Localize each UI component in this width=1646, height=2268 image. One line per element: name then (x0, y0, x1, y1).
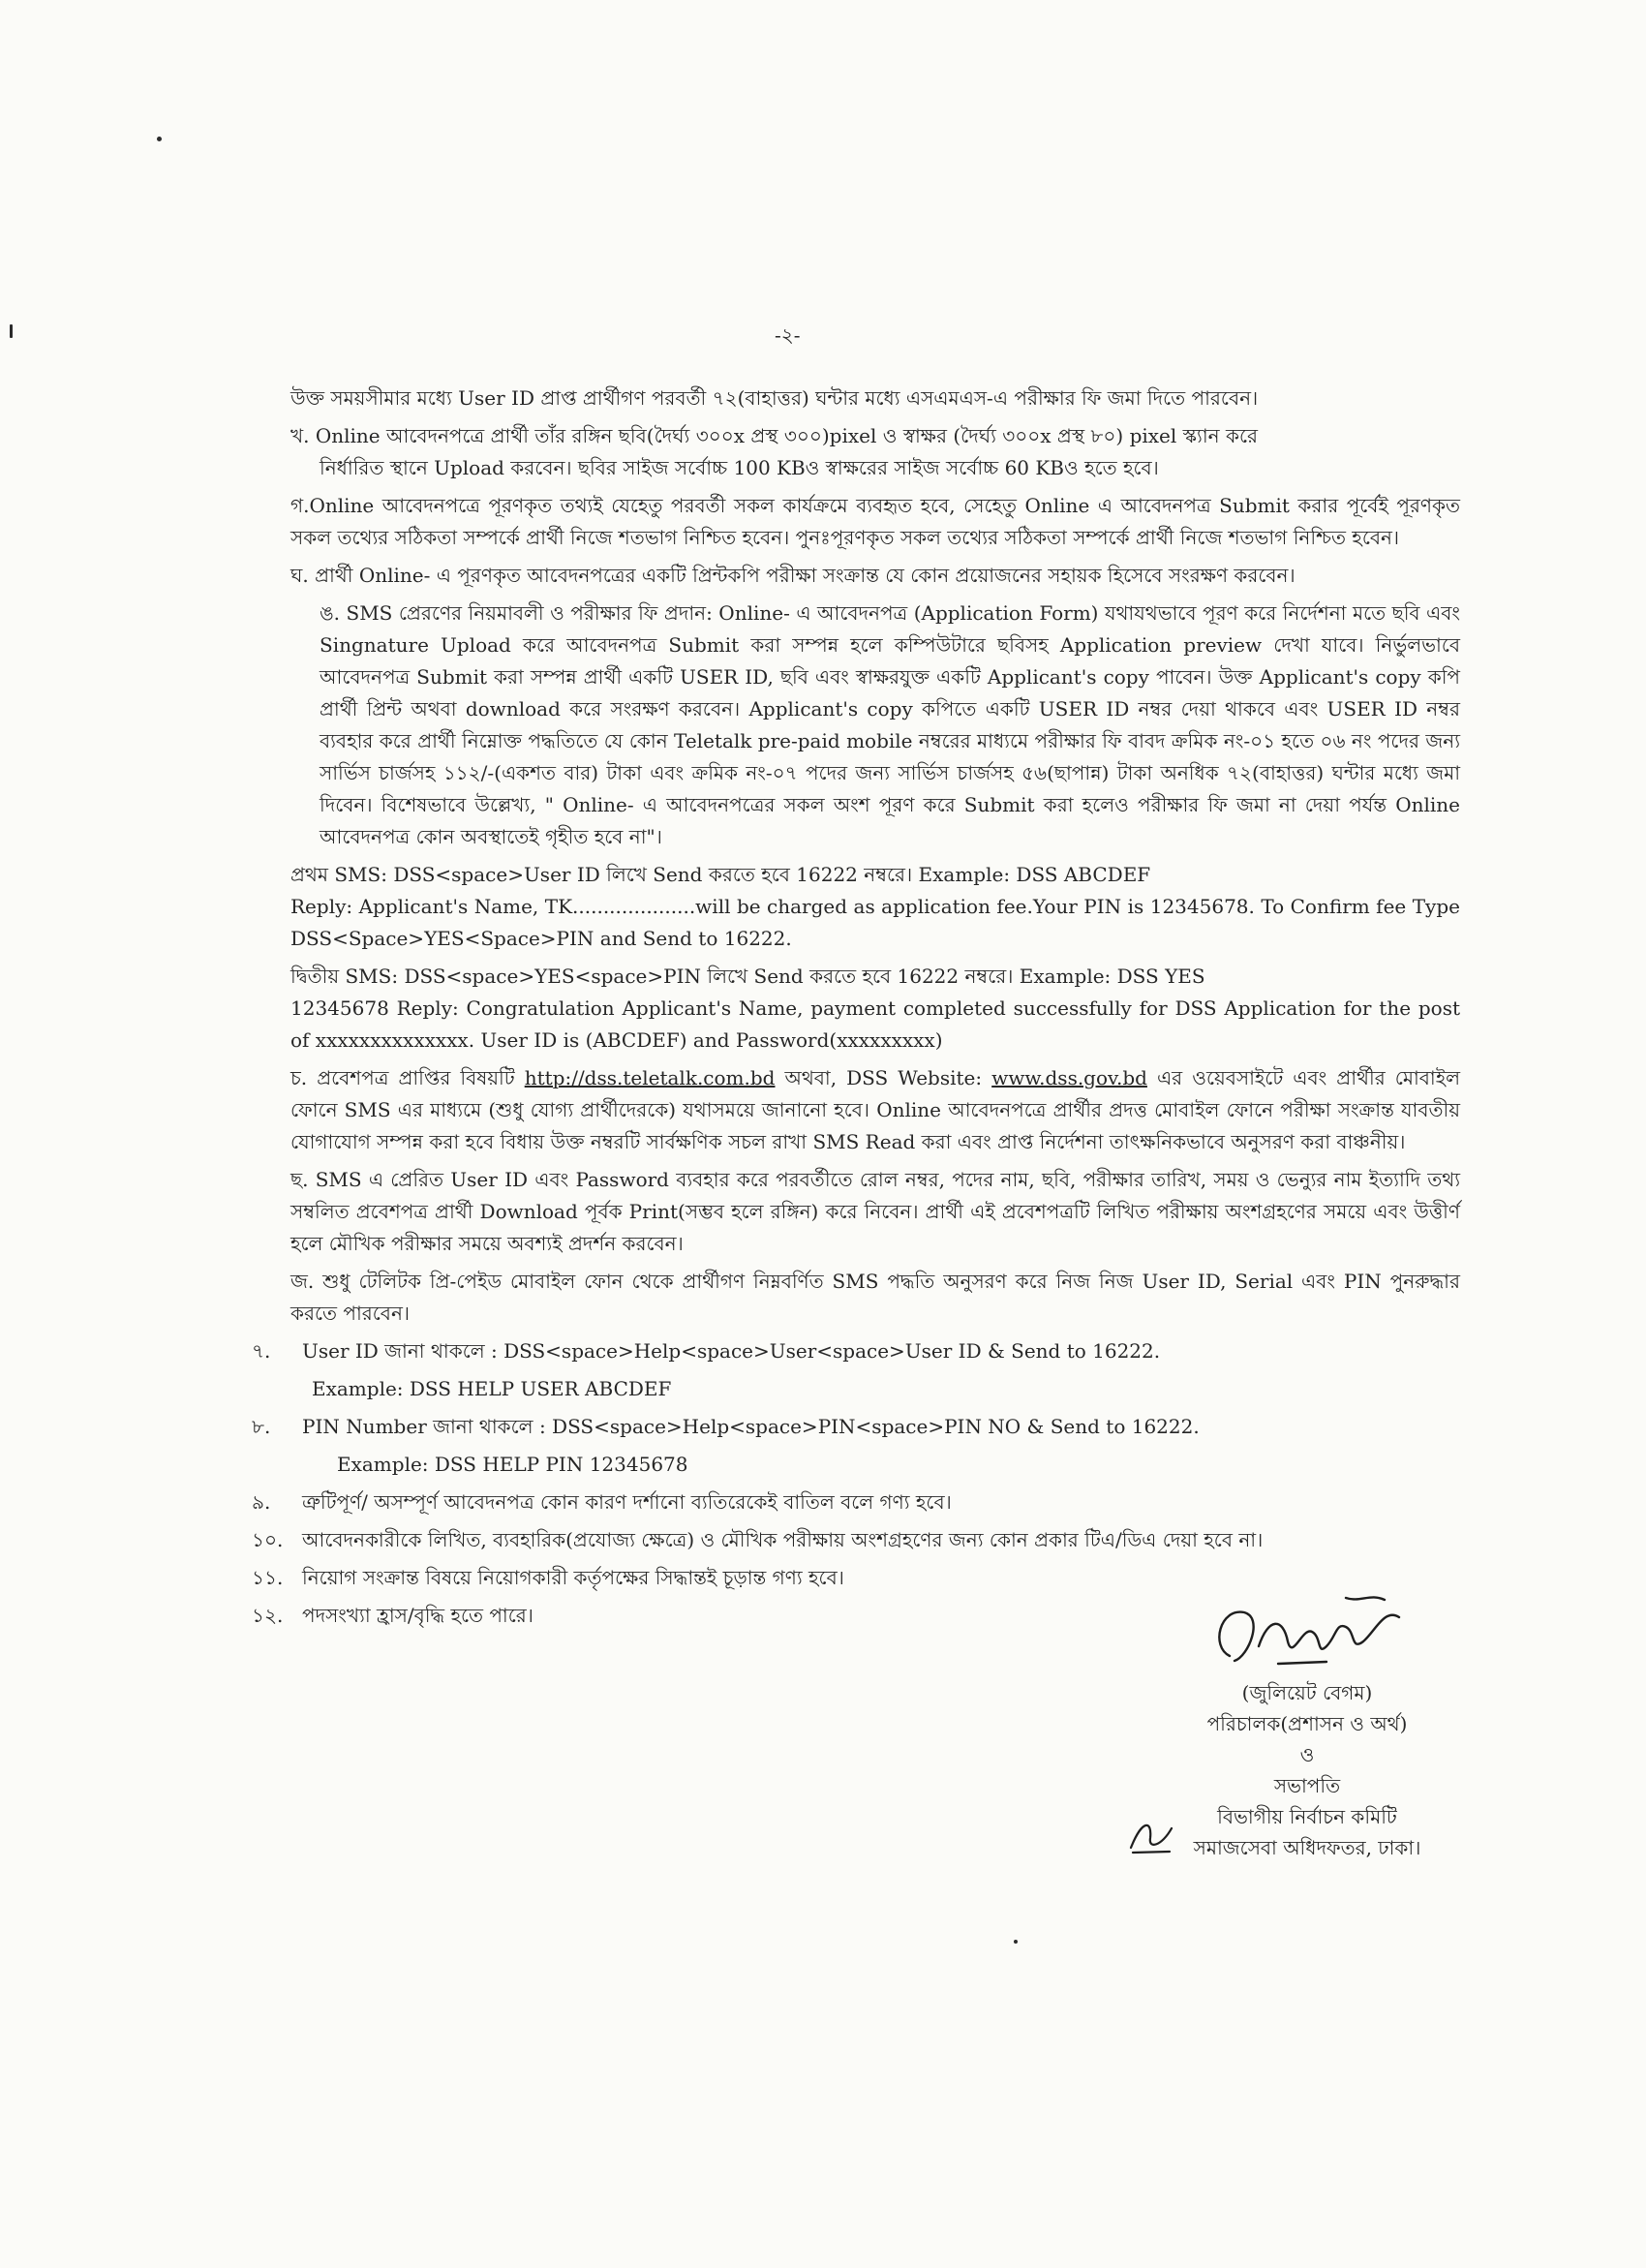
clause-kha: খ. Online আবেদনপত্রে প্রার্থী তাঁর রঙ্গিন ছবি(দৈর্ঘ্য ৩০০x প্রস্থ ৩০০)pixel ও স্বাক্ষর (দৈর্ঘ্য ৩০০x প্রস্থ ৮০) pixel স্ক্যান করে (290, 424, 1258, 447)
clause-kha-continued: নির্ধারিত স্থানে Upload করবেন। ছবির সাইজ সর্বোচ্চ 100 KBও স্বাক্ষরের সাইজ সর্বোচ্চ 60 KBও হতে হবে। (320, 456, 1159, 479)
list-example: Example: DSS HELP USER ABCDEF (312, 1377, 672, 1400)
scan-speck (157, 137, 162, 141)
teletalk-link[interactable]: http://dss.teletalk.com.bd (524, 1066, 776, 1089)
clause-umo: ঙ. SMS প্রেরণের নিয়মাবলী ও পরীক্ষার ফি প্রদান: Online- এ আবেদনপত্র (Application Form) যথাযথভাবে পূরণ করে নির্দেশনা মতে ছবি এবং Singnature Upload করে আবেদনপত্র Submit করা সম্পন্ন হলে কম্পিউটারে ছবিসহ Application preview দেখা যাবে। নির্ভুলভাবে আবেদনপত্র Submit করা সম্পন্ন প্রার্থী একটি USER ID, ছবি এবং স্বাক্ষরযুক্ত একটি Applicant's copy পাবেন। উক্ত Applicant's copy কপি প্রার্থী প্রিন্ট অথবা download করে সংরক্ষণ করবেন। Applicant's copy কপিতে একটি USER ID নম্বর দেয়া থাকবে এবং USER ID নম্বর ব্যবহার করে প্রার্থী নিম্নোক্ত পদ্ধতিতে যে কোন Teletalk pre-paid mobile নম্বরের মাধ্যমে পরীক্ষার ফি বাবদ ক্রমিক নং-০১ হতে ০৬ নং পদের জন্য সার্ভিস চার্জসহ ১১২/-(একশত বার) টাকা এবং ক্রমিক নং-০৭ পদের জন্য সার্ভিস চার্জসহ ৫৬(ছাপান্ন) টাকা অনধিক ৭২(বাহাত্তর) ঘন্টার মধ্যে জমা দিবেন। বিশেষভাবে উল্লেখ্য, " Online- এ আবেদনপত্রের সকল অংশ পূরণ করে Submit করা হলেও পরীক্ষার ফি জমা না দেয়া পর্যন্ত Online আবেদনপত্র কোন অবস্থাতেই গৃহীত হবে না"। (320, 601, 1460, 848)
list-number: ১০. (252, 1528, 284, 1551)
clause-ja: জ. শুধু টেলিটক প্রি-পেইড মোবাইল ফোন থেকে প্রার্থীগণ নিম্নবর্ণিত SMS পদ্ধতি অনুসরণ করে নিজ নিজ User ID, Serial এবং PIN পুনরুদ্ধার করতে পারবেন। (290, 1270, 1460, 1325)
list-item (252, 1524, 1460, 1556)
list-item (252, 1411, 1460, 1443)
clause-cha-mid: অথবা, DSS Website: (775, 1066, 992, 1089)
sms-first-instruction: প্রথম SMS: DSS<space>User ID লিখে Send করতে হবে 16222 নম্বরে। Example: DSS ABCDEF (290, 863, 1151, 886)
page-number: -২- (775, 323, 801, 347)
intro-paragraph: উক্ত সময়সীমার মধ্যে User ID প্রাপ্ত প্রার্থীগণ পরবর্তী ৭২(বাহাত্তর) ঘন্টার মধ্যে এসএমএস-এ পরীক্ষার ফি জমা দিতে পারবেন। (290, 386, 1259, 410)
clause-cha-prefix: চ. প্রবেশপত্র প্রাপ্তির বিষয়টি (290, 1066, 525, 1089)
signatory-name: (জুলিয়েট বেগম) (1241, 1681, 1373, 1704)
dss-website-link[interactable]: www.dss.gov.bd (991, 1066, 1147, 1089)
clause-cha-suffix: এর ওয়েবসাইটে এবং প্রার্থীর মোবাইল ফোনে SMS এর মাধ্যমে (শুধু যোগ্য প্রার্থীদেরকে) যথাসময়ে জানানো হবে। Online আবেদনপত্রে প্রার্থীর প্রদত্ত মোবাইল ফোনে পরীক্ষা সংক্রান্ত যাবতীয় যোগাযোগ সম্পন্ন করা হবে বিধায় উক্ত নম্বরটি সার্বক্ষণিক সচল রাখা SMS Read করা এবং প্রাপ্ত নির্দেশনা তাৎক্ষনিকভাবে অনুসরণ করা বাঞ্চনীয়। (290, 1066, 1460, 1153)
list-number: ৮. (252, 1415, 271, 1438)
list-number: ৭. (252, 1339, 271, 1363)
clause-chha: ছ. SMS এ প্রেরিত User ID এবং Password ব্যবহার করে পরবর্তীতে রোল নম্বর, পদের নাম, ছবি, পরীক্ষার তারিখ, সময় ও ভেন্যুর নাম ইত্যাদি তথ্য সম্বলিত প্রবেশপত্র প্রার্থী Download পূর্বক Print(সম্ভব হলে রঙ্গিন) করে নিবেন। প্রার্থী এই প্রবেশপত্রটি লিখিত পরীক্ষায় অংশগ্রহণের সময়ে এবং উত্তীর্ণ হলে মৌখিক পরীক্ষার সময়ে অবশ্যই প্রদর্শন করবেন। (290, 1168, 1460, 1255)
signatory-role: সভাপতি (1273, 1774, 1341, 1797)
document-body (252, 383, 1460, 1638)
clause-ga: গ.Online আবেদনপত্রে পূরণকৃত তথ্যই যেহেতু পরবর্তী সকল কার্যক্রমে ব্যবহৃত হবে, সেহেতু Online এ আবেদনপত্র Submit করার পূর্বেই পূরণকৃত সকল তথ্যের সঠিকতা সম্পর্কে প্রার্থী নিজে শতভাগ নিশ্চিত হবেন। পুনঃপূরণকৃত সকল তথ্যের সঠিকতা সম্পর্কে প্রার্থী নিজে শতভাগ নিশ্চিত হবেন। (290, 494, 1460, 549)
list-text: ত্রুটিপূর্ণ/ অসম্পূর্ণ আবেদনপত্র কোন কারণ দর্শানো ব্যতিরেকেই বাতিল বলে গণ্য হবে। (302, 1490, 952, 1514)
scan-speck (10, 324, 13, 338)
list-text: পদসংখ্যা হ্রাস/বৃদ্ধি হতে পারে। (302, 1604, 533, 1627)
list-text: PIN Number জানা থাকলে : DSS<space>Help<space>PIN<space>PIN NO & Send to 16222. (302, 1415, 1200, 1438)
list-text: User ID জানা থাকলে : DSS<space>Help<space>User<space>User ID & Send to 16222. (302, 1339, 1161, 1363)
signature-block (1143, 1588, 1472, 1863)
handwritten-signature (1191, 1588, 1423, 1675)
signatory-designation: পরিচালক(প্রশাসন ও অর্থ) (1206, 1712, 1408, 1735)
clause-cha (290, 1062, 1460, 1158)
list-number: ১২. (252, 1604, 284, 1627)
list-text: নিয়োগ সংক্রান্ত বিষয়ে নিয়োগকারী কর্তৃপক্ষের সিদ্ধান্তই চূড়ান্ত গণ্য হবে। (302, 1566, 844, 1589)
clause-gha: ঘ. প্রার্থী Online- এ পূরণকৃত আবেদনপত্রের একটি প্রিন্টকপি পরীক্ষা সংক্রান্ত যে কোন প্রয়োজনের সহায়ক হিসেবে সংরক্ষণ করবেন। (290, 564, 1295, 587)
list-text: আবেদনকারীকে লিখিত, ব্যবহারিক(প্রযোজ্য ক্ষেত্রে) ও মৌখিক পরীক্ষায় অংশগ্রহণের জন্য কোন প্রকার টিএ/ডিএ দেয়া হবে না। (302, 1528, 1264, 1551)
list-item (252, 1335, 1460, 1367)
sms-second-instruction: দ্বিতীয় SMS: DSS<space>YES<space>PIN লিখে Send করতে হবে 16222 নম্বরে। Example: DSS YES (290, 965, 1205, 988)
list-number: ১১. (252, 1566, 284, 1589)
list-number: ৯. (252, 1490, 271, 1514)
sms-first-reply: Reply: Applicant's Name, TK....................will be charged as application fee.Your PIN is 12345678. To Confirm fee Type DSS<Space>YES<Space>PIN and Send to 16222. (290, 895, 1460, 950)
signatory-conjunction: ও (1299, 1743, 1315, 1766)
initial-mark (1123, 1809, 1181, 1857)
sms-second-reply: 12345678 Reply: Congratulation Applicant's Name, payment completed successfully for DSS Application for the post of xxxxxxxxxxxxxx. User ID is (ABCDEF) and Password(xxxxxxxxx) (290, 996, 1460, 1052)
list-example: Example: DSS HELP PIN 12345678 (337, 1453, 688, 1476)
scan-speck (1014, 1940, 1018, 1944)
signatory-committee: বিভাগীয় নির্বাচন কমিটি (1217, 1805, 1397, 1828)
signatory-office: সমাজসেবা অধিদফতর, ঢাকা। (1193, 1836, 1421, 1859)
list-item (252, 1486, 1460, 1518)
